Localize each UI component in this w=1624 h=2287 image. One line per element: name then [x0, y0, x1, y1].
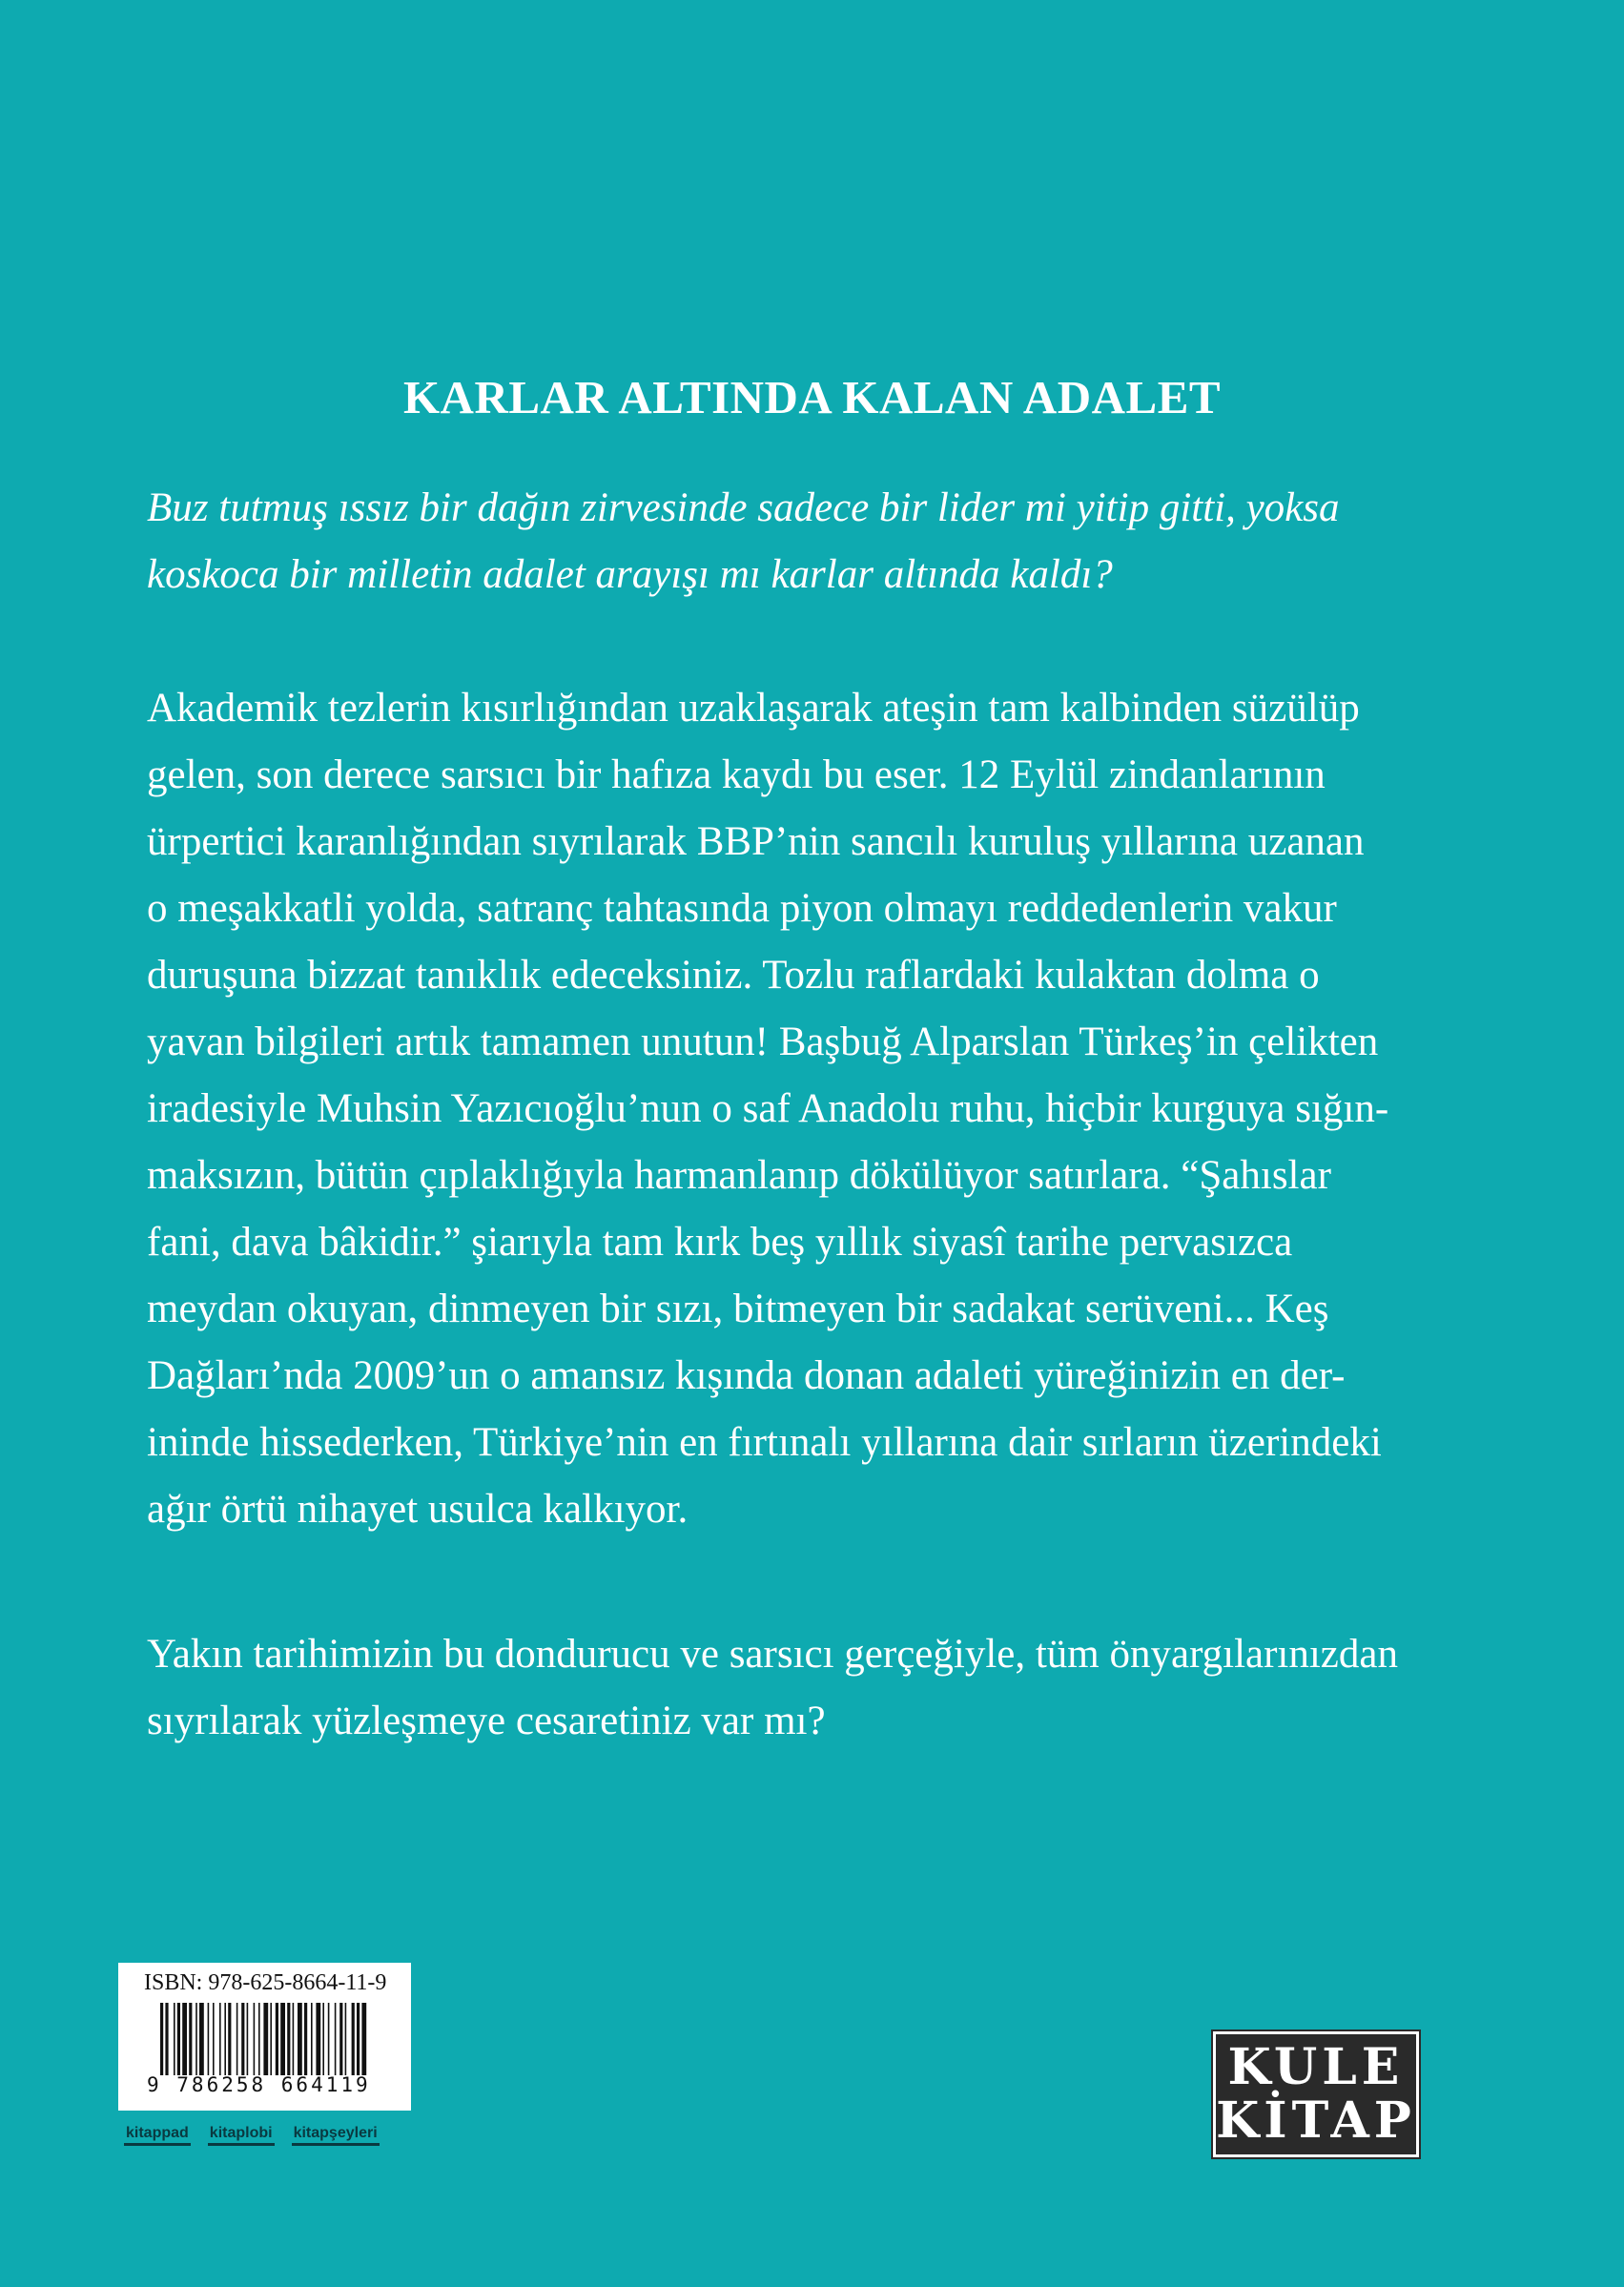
body-line: ürpertici karanlığından sıyrılarak BBP’nin sancılı kuruluş yıllarına uzanan: [147, 819, 1365, 864]
barcode-bar: [280, 2003, 285, 2075]
barcode-bar: [361, 2003, 366, 2075]
book-title: KARLAR ALTINDA KALAN ADALET: [402, 371, 1222, 423]
barcode-bar: [322, 2003, 324, 2075]
barcode-bar: [160, 2003, 163, 2075]
body-line: maksızın, bütün çıplaklığıyla harmanlanıp dökülüyor satırlara. “Şahıslar: [147, 1153, 1331, 1198]
barcode-bar: [357, 2003, 360, 2075]
barcode-bar: [224, 2003, 226, 2075]
body-line: gelen, son derece sarsıcı bir hafıza kaydı bu eser. 12 Eylül zindanlarının: [147, 752, 1326, 797]
barcode-bar: [328, 2003, 330, 2075]
closing-line: sıyrılarak yüzleşmeye cesaretiniz var mı?: [147, 1699, 826, 1743]
barcode-bar: [311, 2003, 313, 2075]
barcode-bar: [228, 2003, 231, 2075]
barcode-bar: [247, 2003, 249, 2075]
body-line: ininde hissederken, Türkiye’nin en fırtınalı yıllarına dair sırların üzerindeki: [147, 1420, 1382, 1465]
barcode-bar: [208, 2003, 210, 2075]
publisher-logo-line1: KULE: [1227, 2038, 1405, 2096]
intro-line: koskoca bir milletin adalet arayışı mı karlar altında kaldı?: [147, 552, 1113, 597]
body-line: ağır örtü nihayet usulca kalkıyor.: [147, 1487, 689, 1532]
barcode-bar: [182, 2003, 187, 2075]
barcode-bar: [213, 2003, 215, 2075]
barcode-bar: [199, 2003, 204, 2075]
barcode-bar: [352, 2003, 355, 2075]
publisher-logo: [1213, 2031, 1419, 2157]
barcode-bar: [174, 2003, 175, 2075]
barcode-bar: [241, 2003, 244, 2075]
barcode-bars: [160, 2003, 370, 2075]
publisher-logo-line2: KİTAP: [1216, 2091, 1416, 2150]
intro-paragraph: [147, 475, 1444, 608]
body-line: fani, dava bâkidir.” şiarıyla tam kırk beş yıllık siyasî tarihe pervasızca: [147, 1220, 1293, 1265]
barcode-bar: [335, 2003, 337, 2075]
body-line: Akademik tezlerin kısırlığından uzaklaşarak ateşin tam kalbinden süzülüp: [147, 686, 1360, 731]
intro-line: Buz tutmuş ıssız bir dağın zirvesinde sadece bir lider mi yitip gitti, yoksa: [147, 485, 1340, 530]
barcode-bar: [177, 2003, 180, 2075]
barcode-bar: [298, 2003, 302, 2075]
barcode-bar: [254, 2003, 256, 2075]
barcode-bar: [339, 2003, 342, 2075]
isbn-barcode: [118, 1963, 411, 2111]
barcode-bar: [165, 2003, 168, 2075]
barcode-bar: [304, 2003, 307, 2075]
body-line: Dağları’nda 2009’un o amansız kışında donan adaleti yüreğinizin en der-: [147, 1353, 1346, 1398]
barcode-bar: [287, 2003, 290, 2075]
barcode-bar: [236, 2003, 238, 2075]
closing-line: Yakın tarihimizin bu dondurucu ve sarsıcı gerçeğiyle, tüm önyargılarınızdan: [147, 1632, 1398, 1677]
barcode-bar: [276, 2003, 278, 2075]
barcode-digits: 9 786258 664119: [147, 2073, 371, 2096]
retailer-logo: kitapşeyleri: [292, 2125, 380, 2146]
isbn-label: ISBN: 978-625-8664-11-9: [144, 1970, 387, 1995]
barcode-bar: [270, 2003, 272, 2075]
retailer-logo: kitaplobi: [208, 2125, 275, 2146]
body-line: duruşuna bizzat tanıklık edeceksiniz. Tozlu raflardaki kulaktan dolma o: [147, 953, 1320, 998]
body-line: meydan okuyan, dinmeyen bir sızı, bitmeyen bir sadakat serüveni... Keş: [147, 1287, 1329, 1331]
barcode-bar: [189, 2003, 192, 2075]
barcode-bar: [195, 2003, 197, 2075]
barcode-bar: [316, 2003, 320, 2075]
retailer-logo: kitappad: [124, 2125, 191, 2146]
barcode-bar: [219, 2003, 221, 2075]
barcode-bar: [263, 2003, 268, 2075]
barcode-bar: [345, 2003, 347, 2075]
body-line: iradesiyle Muhsin Yazıcıoğlu’nun o saf Anadolu ruhu, hiçbir kurguya sığın-: [147, 1086, 1389, 1131]
closing-paragraph: [147, 1621, 1501, 1755]
retailer-logos: [124, 2125, 380, 2146]
barcode-bar: [258, 2003, 260, 2075]
body-line: o meşakkatli yolda, satranç tahtasında piyon olmayı reddedenlerin vakur: [147, 886, 1337, 931]
barcode-bar: [293, 2003, 295, 2075]
body-paragraph: [147, 675, 1501, 1543]
body-line: yavan bilgileri artık tamamen unutun! Başbuğ Alparslan Türkeş’in çelikten: [147, 1020, 1379, 1064]
